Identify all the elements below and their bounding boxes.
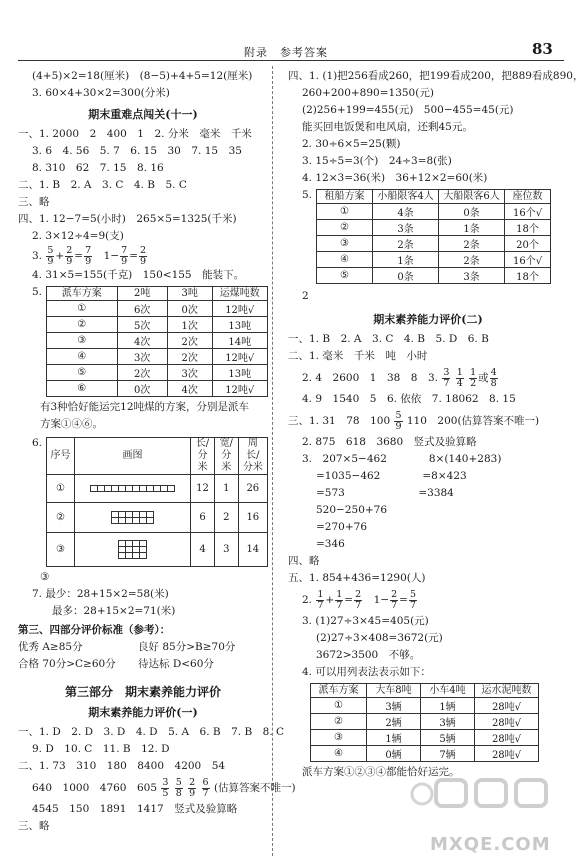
table-cell: 28吨√	[475, 730, 539, 746]
table-row	[317, 236, 551, 252]
answer-line: 8. 310 62 7. 15 8. 16	[32, 162, 164, 174]
answer-line: 3672>3500 不够。	[316, 649, 421, 661]
table-cell: 18个	[505, 220, 551, 236]
table-row	[47, 333, 268, 349]
table-cell: 2次	[167, 333, 212, 349]
answer-line: 4. 9 1540 5 6. 依依 7. 18062 8. 15	[302, 393, 516, 405]
answer-line: 一、1. 2000 2 400 1 2. 分米 毫米 千米	[18, 128, 252, 140]
table-cell: ③	[317, 236, 373, 252]
answer-values: 110 200(估算答案不唯一)	[406, 415, 540, 427]
table-row	[47, 317, 268, 333]
answer-line: 4. 12×3=36(米) 36+12×2=60(米)	[302, 172, 488, 184]
answer-line: 五、1. 854+436=1290(人)	[288, 572, 426, 584]
table-cell: 16个√	[505, 252, 551, 268]
table-cell: ②	[311, 714, 367, 730]
table-row	[47, 365, 268, 381]
grade-good: 良好 85分>B≥70分	[138, 641, 236, 653]
table-cell: 4次	[117, 333, 167, 349]
grid-4x3-drawing	[119, 541, 147, 559]
table-cell: 5次	[117, 317, 167, 333]
table-cell: 7辆	[421, 746, 475, 762]
table-body	[311, 698, 539, 762]
right-column	[288, 68, 584, 781]
table-cell: 4条	[373, 204, 439, 220]
header-title: 附录 参考答案	[244, 46, 328, 59]
answer-line: 2. 30÷6×5=25(颗)	[302, 138, 401, 150]
table-cell: 28吨√	[475, 698, 539, 714]
table-cell: 0条	[439, 204, 505, 220]
grid-12x1-drawing	[91, 486, 175, 492]
table-cell: 13吨	[212, 317, 268, 333]
table-header-cell: 宽/分米	[214, 438, 238, 475]
table-cell: ④	[311, 746, 367, 762]
answer-line: 四、1. (1)把256看成260，把199看成200，把889看成890，	[288, 70, 584, 82]
table-cell: 4次	[167, 381, 212, 397]
fraction: $\frac{5}{9}$	[395, 409, 402, 432]
answer-line: =270+76	[316, 521, 367, 533]
answer-line: 最多：28+15×2=71(米)	[52, 605, 176, 617]
table-cell: 16	[238, 503, 267, 533]
answer-label: 2.	[302, 594, 313, 606]
answer-line: 2	[302, 290, 309, 302]
answer-line: (4+5)×2=18(厘米) (8−5)+4+5=12(厘米)	[32, 70, 253, 82]
answer-line: 3. 15÷5=3(个) 24÷3=8(张)	[302, 155, 452, 167]
grade-pass: 合格 70分>C≥60分	[18, 658, 116, 670]
table-row	[317, 204, 551, 220]
table-cell: 16个√	[505, 204, 551, 220]
fraction: $\frac{2}{9}$	[66, 244, 73, 267]
table-row	[317, 252, 551, 268]
drawing-cell	[74, 503, 190, 533]
fraction-answer-line	[288, 408, 568, 434]
table-cell: ③	[311, 730, 367, 746]
table-cell: ②	[47, 317, 118, 333]
table-cell: 1辆	[421, 698, 475, 714]
table-row	[47, 475, 268, 503]
page-number: 83	[532, 40, 553, 58]
answer-line: =1035−462 =8×423	[316, 470, 467, 482]
answer-line: 二、1. 73 310 180 8400 4200 54	[18, 760, 226, 772]
fraction-answer-line: 3. $\frac{5}{9}$ + $\frac{2}{9}$ = $\frac{7}{9}$ 1− $\frac{7}{9}$ = $\frac{2}{9}$	[32, 244, 147, 267]
table-cell: 1次	[167, 317, 212, 333]
table-cell: 3次	[117, 349, 167, 365]
grid-cell	[146, 517, 154, 524]
table-header-cell: 2吨	[117, 287, 167, 301]
answer-line: (2)27÷3×408=3672(元)	[316, 632, 443, 644]
table-cell: ⑤	[317, 268, 373, 284]
answer-line: 有3种恰好能运完12吨煤的方案，分别是派车	[40, 401, 250, 413]
table-row	[317, 268, 551, 284]
table-cell: ②	[317, 220, 373, 236]
table-cell: 12吨√	[212, 301, 268, 317]
table-header-cell: 租船方案	[317, 190, 373, 204]
grid-cell	[139, 552, 147, 559]
answer-line: 派车方案①②③④都能恰好运完。	[302, 766, 460, 778]
answer-line: 3. 6 4. 56 5. 7 6. 15 30 7. 15 35	[32, 145, 242, 157]
table-header-cell: 小车4吨	[421, 684, 475, 698]
table-cell: 12吨√	[212, 349, 268, 365]
table-row	[47, 349, 268, 365]
fraction: $\frac{4}{8}$	[490, 366, 497, 389]
drawing-cell	[74, 475, 190, 503]
answer-line: 三、略	[18, 820, 50, 832]
answer-line: 2. 3×12÷4=9(支)	[32, 230, 124, 242]
grading-standard-title: 第三、四部分评价标准（参考）：	[18, 624, 171, 636]
table-header-cell: 派车方案	[47, 287, 118, 301]
table-body	[47, 301, 268, 397]
answer-line: =573 =3384	[316, 487, 454, 499]
fraction-answer-line: 2. $\frac{1}{7}$ + $\frac{1}{7}$ = $\frac{2}{7}$ 1− $\frac{2}{7}$ = $\frac{5}{7}$	[302, 588, 417, 611]
answer-line: 9. D 10. C 11. B 12. D	[32, 743, 170, 755]
table-cell: ①	[47, 301, 118, 317]
answer-values: 640 1000 4760 605	[32, 782, 158, 794]
table-cell: 4	[191, 533, 215, 567]
table-cell: 12	[191, 475, 215, 503]
answer-line: ③	[40, 571, 50, 583]
fraction: $\frac{1}{2}$	[470, 366, 477, 389]
answer-line: 3. 207×5−462 8×(140+283)	[302, 453, 502, 465]
table-row	[47, 301, 268, 317]
table-header-cell: 座位数	[505, 190, 551, 204]
table-cell: ④	[317, 252, 373, 268]
fraction-answer-line: 2. 4 2600 1 38 8 3. $\frac{3}{7}$ $\frac{1}{4}$ $\frac{1}{2}$ 或 $\frac{4}{8}$	[302, 366, 497, 389]
answer-line: 二、1. 毫米 千米 吨 小时	[288, 350, 428, 362]
grid-cell	[167, 485, 175, 492]
table-body	[317, 204, 551, 284]
drawing-cell	[74, 533, 190, 567]
question-label: 5.	[32, 286, 43, 298]
fraction: $\frac{5}{8}$	[175, 776, 182, 799]
watermark-text: MXQE.COM	[430, 834, 551, 855]
answer-line: 4545 150 1891 1417 竖式及验算略	[32, 803, 238, 815]
answer-line: 3. 60×4+30×2=300(分米)	[32, 87, 170, 99]
table-header-row	[311, 684, 539, 698]
table-cell: 6	[191, 503, 215, 533]
table-header-row	[317, 190, 551, 204]
table-cell: 3次	[167, 365, 212, 381]
boat-rental-block	[288, 187, 568, 286]
table-cell: ⑤	[47, 365, 118, 381]
fraction-answer-line	[18, 775, 296, 801]
section-title: 期末素养能力评价(二)	[373, 313, 483, 326]
table-row	[47, 533, 268, 567]
answer-line: 一、1. D 2. D 3. D 4. D 5. A 6. B 7. B 8. C	[18, 726, 285, 738]
answer-line: 3. (1)27÷3×45=405(元)	[302, 615, 429, 627]
table-cell: ①	[317, 204, 373, 220]
table-cell: 1	[214, 475, 238, 503]
table-cell: 2条	[439, 236, 505, 252]
table-header-cell: 长/分米	[191, 438, 215, 475]
table-header-row	[47, 438, 268, 475]
table-cell: 3条	[373, 220, 439, 236]
answer-line: 四、略	[288, 555, 320, 567]
answer-values: 2. 4 2600 1 38 8 3.	[302, 372, 438, 384]
table-cell: 12吨√	[212, 381, 268, 397]
table-cell: 2辆	[367, 714, 421, 730]
fraction: $\frac{5}{7}$	[409, 588, 417, 611]
fraction: $\frac{3}{7}$	[443, 366, 450, 389]
table-cell: 13吨	[212, 365, 268, 381]
table-cell: ①	[47, 475, 75, 503]
table-cell: 28吨√	[475, 746, 539, 762]
left-column	[18, 68, 296, 835]
table-cell: 0次	[167, 301, 212, 317]
table-header-cell: 大船限客6人	[439, 190, 505, 204]
table-cell: 3条	[439, 268, 505, 284]
table-header-cell: 序号	[47, 438, 75, 475]
grid-6x2-drawing	[112, 512, 154, 524]
table-row	[311, 698, 539, 714]
answer-line: 能买回电饭煲和电风扇，还剩45元。	[302, 121, 473, 133]
answer-line: 三、略	[18, 196, 50, 208]
fraction: $\frac{7}{9}$	[85, 244, 92, 267]
table-header-cell: 3吨	[167, 287, 212, 301]
table-header-row	[47, 287, 268, 301]
boat-rental-table	[316, 189, 551, 284]
table-cell: 2次	[117, 365, 167, 381]
table-cell: ⑥	[47, 381, 118, 397]
table-row	[311, 730, 539, 746]
table-cell: 14吨	[212, 333, 268, 349]
answer-values: 三、1. 31 78 100	[288, 415, 391, 427]
table-cell: 6次	[117, 301, 167, 317]
question-label: 6.	[32, 437, 43, 449]
table-cell: ①	[311, 698, 367, 714]
answer-line: 方案①④⑥。	[40, 418, 103, 430]
page-header	[0, 0, 584, 62]
question-6-block	[18, 435, 268, 569]
table-row	[47, 381, 268, 397]
grade-excellent: 优秀 A≥85分	[18, 641, 83, 653]
table-cell: ②	[47, 503, 75, 533]
fraction: $\frac{2}{7}$	[355, 588, 362, 611]
answer-line: 四、1. 12−7=5(小时) 265×5=1325(千米)	[18, 213, 237, 225]
table-header-cell: 小船限客4人	[373, 190, 439, 204]
fraction: $\frac{1}{7}$	[317, 588, 324, 611]
part-title: 第三部分 期末素养能力评价	[64, 685, 221, 699]
fraction: $\frac{3}{5}$	[162, 776, 169, 799]
table-cell: 2条	[373, 236, 439, 252]
answer-line: (2)256+199=455(元) 500−455=45(元)	[302, 104, 514, 116]
table-cell: 20个	[505, 236, 551, 252]
section-title: 期末重难点闯关(十一)	[88, 108, 198, 121]
table-cell: 2次	[167, 349, 212, 365]
table-cell: 1辆	[367, 730, 421, 746]
table-cell: 1条	[439, 220, 505, 236]
answer-line: 一、1. B 2. A 3. C 4. B 5. D 6. B	[288, 333, 489, 345]
answer-line: 520−250+76	[316, 504, 388, 516]
table-cell: 0次	[117, 381, 167, 397]
table-row	[47, 503, 268, 533]
section-title: 期末素养能力评价(一)	[88, 706, 198, 719]
answer-line: 2. 875 618 3680 竖式及验算略	[302, 436, 477, 448]
table-cell: 3辆	[367, 698, 421, 714]
fraction: $\frac{1}{4}$	[456, 366, 463, 389]
table-row	[317, 220, 551, 236]
table-cell: 18个	[505, 268, 551, 284]
fraction: $\frac{1}{7}$	[336, 588, 343, 611]
table-row	[311, 746, 539, 762]
table-header-cell: 画图	[74, 438, 190, 475]
table-cell: ④	[47, 349, 118, 365]
table-cell: ③	[47, 333, 118, 349]
table-cell: 0条	[373, 268, 439, 284]
table-header-cell: 派车方案	[311, 684, 367, 698]
table-cell: 3	[214, 533, 238, 567]
answer-line: 二、1. B 2. A 3. C 4. B 5. C	[18, 179, 187, 191]
answer-line: 4. 31×5=155(千克) 150<155 能装下。	[32, 269, 245, 281]
table-cell: ③	[47, 533, 75, 567]
fraction: $\frac{2}{7}$	[391, 588, 398, 611]
answer-line: 4. 可以用列表法表示如下：	[302, 666, 431, 678]
table-header-cell: 运水泥吨数	[475, 684, 539, 698]
table-cell: 3辆	[421, 714, 475, 730]
fraction: $\frac{2}{9}$	[189, 776, 196, 799]
grading-standard-line	[18, 639, 268, 656]
truck-dispatch-table	[310, 683, 539, 762]
answer-line: 7. 最少：28+15×2=58(米)	[32, 588, 169, 600]
table-cell: 0辆	[367, 746, 421, 762]
table-cell: 26	[238, 475, 267, 503]
table-cell: 1条	[373, 252, 439, 268]
grading-standard-line	[18, 656, 268, 673]
table-cell: 2	[214, 503, 238, 533]
answer-line: 260+200+890=1350(元)	[302, 87, 434, 99]
answer-note: (估算答案不唯一)	[213, 782, 296, 794]
table-header-cell: 运煤吨数	[212, 287, 268, 301]
table-cell: 5辆	[421, 730, 475, 746]
coal-transport-table	[46, 286, 268, 397]
answer-label: 3.	[32, 250, 43, 262]
fraction: $\frac{5}{9}$	[47, 244, 54, 267]
answer-line: =346	[316, 538, 345, 550]
fraction: $\frac{2}{9}$	[139, 244, 147, 267]
fraction: $\frac{7}{9}$	[121, 244, 128, 267]
question-5-block	[18, 284, 268, 399]
table-cell: 28吨√	[475, 714, 539, 730]
header-rule	[18, 60, 564, 61]
table-header-cell: 大车8吨	[367, 684, 421, 698]
fraction: $\frac{6}{7}$	[202, 776, 209, 799]
table-row	[311, 714, 539, 730]
rectangle-perimeter-table	[46, 437, 268, 567]
table-cell: 2条	[439, 252, 505, 268]
table-cell: 14	[238, 533, 267, 567]
table-header-cell: 周长/分米	[238, 438, 267, 475]
question-label: 5.	[302, 189, 313, 201]
grade-fail: 待达标 D<60分	[138, 658, 214, 670]
